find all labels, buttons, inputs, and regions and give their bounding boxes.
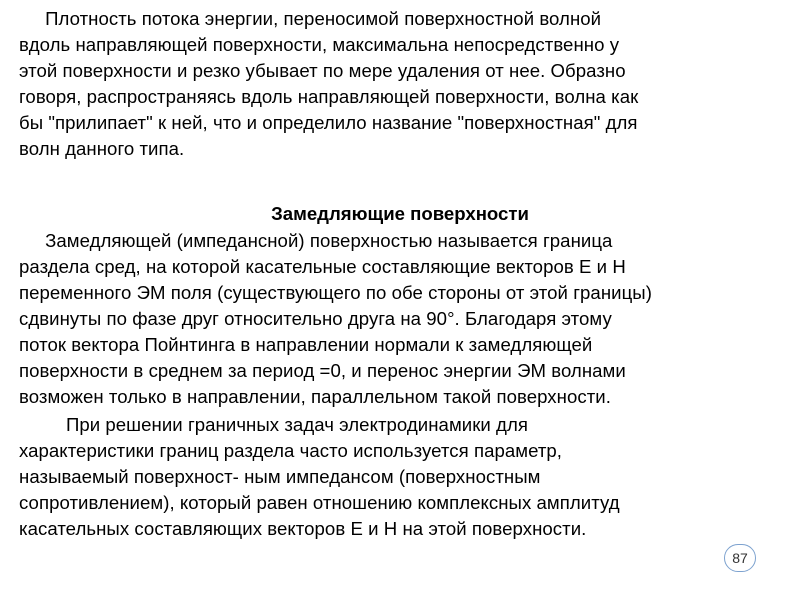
paragraph2-line-4: сдвинуты по фазе друг относительно друга на 90°. Благодаря этому	[19, 308, 612, 329]
paragraph3-line-3: называемый поверхност- ным импедансом (поверхностным	[19, 466, 541, 487]
paragraph3-line-2: характеристики границ раздела часто используется параметр,	[19, 440, 563, 461]
paragraph1-line-4: говоря, распространяясь вдоль направляющей поверхности, волна как	[19, 86, 639, 107]
paragraph1-line-5: бы "прилипает" к ней, что и определило название "поверхностная" для	[19, 112, 638, 133]
paragraph1-line-3: этой поверхности и резко убывает по мере удаления от нее. Образно	[19, 60, 626, 81]
paragraph1-line-1: Плотность потока энергии, переносимой поверхностной волной	[19, 8, 602, 29]
section-title: Замедляющие поверхности	[271, 203, 529, 224]
paragraph2-line-1: Замедляющей (импедансной) поверхностью называется граница	[19, 230, 613, 251]
paragraph3-line-4: сопротивлением), который равен отношению комплексных амплитуд	[19, 492, 620, 513]
paragraph2-line-5: поток вектора Пойнтинга в направлении нормали к замедляющей	[19, 334, 593, 355]
paragraph1-line-2: вдоль направляющей поверхности, максимальна непосредственно у	[19, 34, 620, 55]
paragraph3-line-5: касательных составляющих векторов Е и Н на этой поверхности.	[19, 518, 587, 539]
page-number: 87	[732, 550, 748, 566]
paragraph1-line-6: волн данного типа.	[19, 138, 185, 159]
paragraph2-line-3: переменного ЭМ поля (существующего по обе стороны от этой границы)	[19, 282, 652, 303]
paragraph2-line-7: возможен только в направлении, параллельном такой поверхности.	[19, 386, 611, 407]
paragraph2-line-2: раздела сред, на которой касательные составляющие векторов Е и Н	[19, 256, 626, 277]
paragraph2-line-6: поверхности в среднем за период =0, и перенос энергии ЭМ волнами	[19, 360, 626, 381]
page-number-badge	[724, 544, 756, 572]
paragraph3-line-1: При решении граничных задач электродинамики для	[19, 414, 528, 435]
